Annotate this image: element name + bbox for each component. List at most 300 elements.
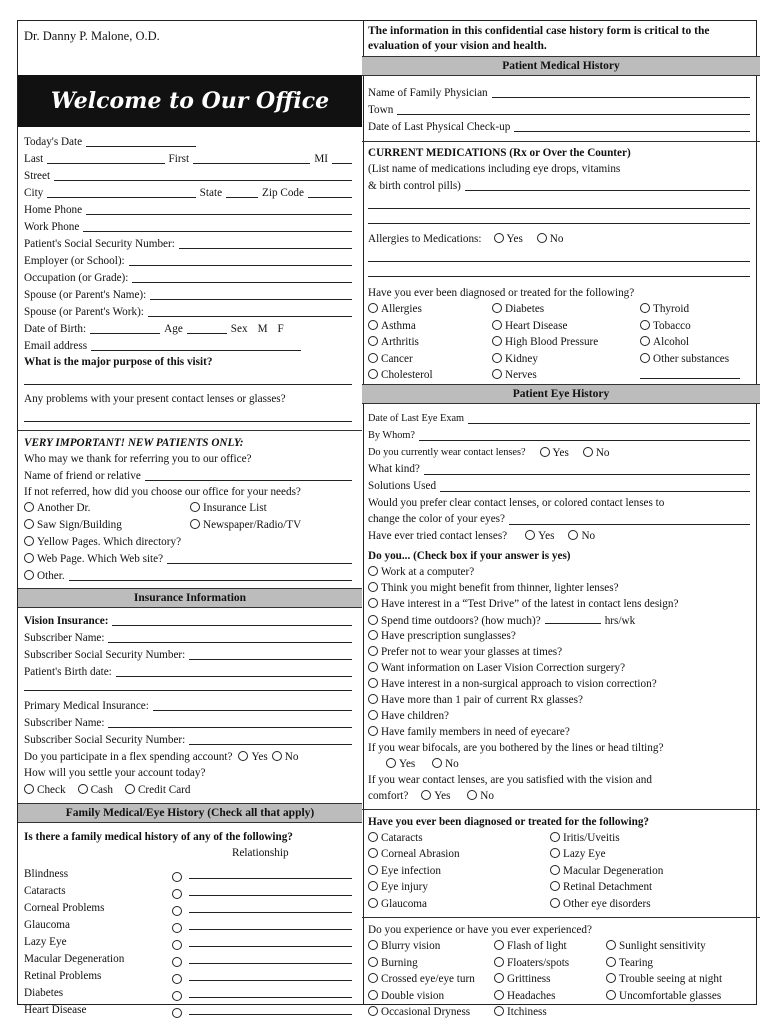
family-row — [24, 865, 356, 882]
satisfied-yes[interactable]: Yes — [421, 790, 450, 802]
condition-row — [368, 301, 754, 318]
subscriber-ssn2-label: Subscriber Social Security Number: — [24, 733, 186, 746]
subscriber-name2-field[interactable] — [108, 727, 352, 728]
family-check-lazy-eye[interactable] — [172, 940, 182, 950]
ssn-field[interactable] — [179, 248, 352, 249]
relationship-field[interactable] — [189, 929, 352, 930]
allergies-field-2[interactable] — [368, 262, 750, 277]
wear-contacts-question: Do you currently wear contact lenses? — [368, 446, 526, 458]
radio-circle-icon — [368, 630, 378, 640]
solutions-label: Solutions Used — [368, 480, 437, 492]
diagnosed-question: Have you ever been diagnosed or treated for the following? — [368, 287, 635, 299]
radio-circle-icon — [368, 662, 378, 672]
symptom-row — [368, 988, 754, 1005]
eye-question-5[interactable] — [368, 628, 754, 644]
eye-condition-lazy-eye[interactable] — [550, 846, 750, 863]
vision-insurance-field[interactable] — [112, 625, 352, 626]
opt-newspaper[interactable]: Newspaper/Radio/TV — [190, 517, 356, 534]
family-check-macular-degeneration[interactable] — [172, 957, 182, 967]
column-divider — [363, 21, 364, 1004]
opt-another-dr[interactable]: Another Dr. — [24, 500, 190, 517]
symptom-headaches[interactable] — [494, 988, 606, 1005]
family-history-list — [24, 865, 356, 1018]
radio-circle-icon — [432, 758, 442, 768]
pay-check[interactable]: Check — [24, 782, 66, 799]
radio-circle-icon — [492, 336, 502, 346]
symptom-row — [368, 971, 754, 988]
family-check-glaucoma[interactable] — [172, 923, 182, 933]
zip-field[interactable] — [308, 197, 352, 198]
town-field[interactable] — [397, 114, 750, 115]
condition-heart-disease[interactable] — [492, 318, 640, 335]
eye-diagnosed-question: Have you ever been diagnosed or treated for the following? — [368, 815, 650, 828]
radio-circle-icon — [494, 233, 504, 243]
flex-question: Do you participate in a flex spending account? — [24, 750, 233, 763]
option-label: Lazy Eye — [563, 848, 606, 860]
symptom-occasional-dryness[interactable] — [368, 1004, 494, 1021]
radio-circle-icon — [494, 1006, 504, 1016]
radio-circle-icon — [368, 848, 378, 858]
right-column — [368, 21, 754, 1021]
eye-condition-cataracts[interactable] — [368, 830, 550, 847]
bifocals-question: If you wear bifocals, are you bothered by the lines or head tilting? — [368, 741, 664, 754]
subscriber-ssn-field[interactable] — [189, 659, 352, 660]
patient-birth-label: Patient's Birth date: — [24, 665, 112, 678]
family-condition-label: Heart Disease — [24, 1003, 87, 1016]
radio-circle-icon — [368, 940, 378, 950]
radio-circle-icon — [238, 751, 248, 761]
allergies-label: Allergies to Medications: — [368, 232, 482, 245]
option-label: Glaucoma — [381, 897, 427, 910]
option-label: Flash of light — [507, 940, 567, 952]
radio-circle-icon — [640, 320, 650, 330]
subscriber-name-label: Subscriber Name: — [24, 631, 105, 644]
radio-circle-icon — [368, 832, 378, 842]
radio-circle-icon — [368, 710, 378, 720]
option-label: Cholesterol — [381, 369, 433, 381]
radio-circle-icon — [550, 865, 560, 875]
eye-condition-eye-infection[interactable] — [368, 863, 550, 880]
home-phone-field[interactable] — [86, 214, 352, 215]
family-row — [24, 1001, 356, 1018]
radio-circle-icon — [368, 957, 378, 967]
opt-other[interactable]: Other. — [24, 568, 65, 585]
question-label: Have interest in a “Test Drive” of the latest in contact lens design? — [381, 597, 679, 610]
relationship-label: Relationship — [232, 847, 289, 859]
condition-allergies[interactable] — [368, 301, 492, 318]
family-condition-label: Diabetes — [24, 986, 64, 999]
condition-asthma[interactable] — [368, 318, 492, 335]
option-label: Allergies — [381, 303, 422, 315]
checkup-field[interactable] — [514, 131, 750, 132]
contacts-satisfied-question: If you wear contact lenses, are you satisfied with the vision and — [368, 773, 652, 786]
family-row — [24, 984, 356, 1001]
condition-nerves[interactable] — [492, 367, 640, 384]
radio-circle-icon — [492, 369, 502, 379]
option-label: Diabetes — [505, 303, 545, 315]
option-label: Retinal Detachment — [563, 881, 653, 893]
occupation-label: Occupation (or Grade): — [24, 271, 129, 284]
pay-credit[interactable]: Credit Card — [125, 782, 191, 799]
radio-circle-icon — [525, 530, 535, 540]
relationship-field[interactable] — [189, 963, 352, 964]
condition-cholesterol[interactable] — [368, 367, 492, 384]
problems-question: Any problems with your present contact lenses or glasses? — [24, 393, 286, 405]
referral-how: If not referred, how did you choose our office for your needs? — [24, 486, 301, 498]
opt-insurance-list[interactable]: Insurance List — [190, 500, 356, 517]
radio-circle-icon — [368, 865, 378, 875]
intro-text: The information in this confidential case history form is critical to the evaluation of your vision and health. — [368, 25, 710, 52]
family-row — [24, 882, 356, 899]
radio-circle-icon — [606, 973, 616, 983]
opt-web-page[interactable]: Web Page. Which Web site? — [24, 551, 163, 568]
symptom-crossed-eye-eye-turn[interactable] — [368, 971, 494, 988]
purpose-question: What is the major purpose of this visit? — [24, 356, 213, 368]
option-label: Arthritis — [381, 336, 419, 348]
radio-circle-icon — [386, 758, 396, 768]
relationship-field[interactable] — [189, 895, 352, 896]
question-label: Have prescription sunglasses? — [381, 629, 516, 642]
radio-circle-icon — [606, 990, 616, 1000]
subscriber-name-field[interactable] — [108, 642, 352, 643]
pay-cash[interactable]: Cash — [78, 782, 113, 799]
what-kind-field[interactable] — [424, 474, 750, 475]
state-field[interactable] — [226, 197, 258, 198]
left-column — [24, 21, 356, 1018]
allergies-yes[interactable]: Yes — [494, 231, 523, 248]
first-name-label: First — [168, 152, 190, 165]
allergies-no[interactable]: No — [537, 231, 564, 248]
question-label: Want information on Laser Vision Correction surgery? — [381, 661, 626, 674]
medical-history-header: Patient Medical History — [362, 56, 760, 76]
eye-question-3[interactable] — [368, 596, 754, 612]
bifocals-yes[interactable]: Yes — [386, 758, 415, 770]
primary-insurance-label: Primary Medical Insurance: — [24, 699, 149, 712]
option-label: Trouble seeing at night — [619, 973, 723, 985]
family-history-header: Family Medical/Eye History (Check all that apply) — [18, 803, 362, 823]
spouse-work-field[interactable] — [148, 316, 352, 317]
condition-kidney[interactable] — [492, 351, 640, 368]
solutions-field[interactable] — [440, 491, 750, 492]
purpose-field[interactable] — [24, 370, 352, 385]
eye-question-9[interactable] — [368, 692, 754, 708]
question-label: Spend time outdoors? (how much)? — [381, 614, 541, 627]
radio-circle-icon — [492, 320, 502, 330]
radio-circle-icon — [537, 233, 547, 243]
symptom-uncomfortable-glasses[interactable] — [606, 988, 752, 1005]
wear-contacts-yes[interactable]: Yes — [540, 445, 569, 461]
radio-circle-icon — [368, 1006, 378, 1016]
satisfied-no[interactable]: No — [467, 790, 494, 802]
radio-circle-icon — [550, 848, 560, 858]
spouse-name-field[interactable] — [150, 299, 352, 300]
dob-label: Date of Birth: — [24, 322, 87, 335]
symptom-itchiness[interactable] — [494, 1004, 606, 1021]
option-label: Other substances — [653, 352, 730, 365]
city-label: City — [24, 186, 44, 199]
email-field[interactable] — [91, 350, 301, 351]
eye-question-7[interactable] — [368, 660, 754, 676]
relationship-field[interactable] — [189, 878, 352, 879]
eye-condition-glaucoma[interactable] — [368, 896, 550, 913]
zip-label: Zip Code — [262, 186, 304, 199]
physician-label: Name of Family Physician — [368, 86, 488, 99]
relationship-field[interactable] — [189, 997, 352, 998]
radio-circle-icon — [24, 784, 34, 794]
patient-birth-field[interactable] — [116, 676, 352, 677]
eye-question-1[interactable] — [368, 564, 754, 580]
employer-field[interactable] — [129, 265, 352, 266]
medications-field[interactable] — [465, 190, 750, 191]
city-field[interactable] — [47, 197, 195, 198]
eye-history-header: Patient Eye History — [362, 384, 760, 404]
eye-condition-retinal-detachment[interactable] — [550, 879, 750, 896]
radio-circle-icon — [78, 784, 88, 794]
bifocals-no[interactable]: No — [432, 758, 459, 770]
home-phone-label: Home Phone — [24, 203, 83, 216]
symptom-sunlight-sensitivity[interactable] — [606, 938, 752, 955]
medications-field-3[interactable] — [368, 209, 750, 224]
family-row — [24, 967, 356, 984]
symptom-trouble-seeing-at-night[interactable] — [606, 971, 752, 988]
contacts-satisfied-question-2: comfort? — [368, 789, 409, 802]
relationship-field[interactable] — [189, 980, 352, 981]
option-label: Itchiness — [507, 1006, 547, 1018]
last-exam-field[interactable] — [468, 423, 750, 424]
radio-circle-icon — [24, 536, 34, 546]
opt-sign-building[interactable]: Saw Sign/Building — [24, 517, 190, 534]
relationship-field[interactable] — [189, 946, 352, 947]
tried-no[interactable]: No — [568, 528, 595, 545]
family-row — [24, 899, 356, 916]
family-row — [24, 916, 356, 933]
option-label: Occasional Dryness — [381, 1006, 471, 1018]
todays-date-field[interactable] — [86, 146, 196, 147]
symptom-tearing[interactable] — [606, 955, 752, 972]
mi-field[interactable] — [332, 163, 352, 164]
flex-no[interactable]: No — [272, 749, 299, 766]
eye-condition-other-eye-disorders[interactable] — [550, 896, 750, 913]
option-label: High Blood Pressure — [505, 336, 599, 348]
insurance-header: Insurance Information — [18, 588, 362, 608]
eye-condition-row — [368, 863, 754, 880]
work-phone-field[interactable] — [83, 231, 352, 232]
radio-circle-icon — [368, 353, 378, 363]
condition-alcohol[interactable] — [640, 334, 750, 351]
question-label: Think you might benefit from thinner, lighter lenses? — [381, 581, 619, 594]
radio-circle-icon — [368, 694, 378, 704]
eye-condition-macular-degeneration[interactable] — [550, 863, 750, 880]
friend-label: Name of friend or relative — [24, 469, 141, 482]
street-field[interactable] — [54, 180, 352, 181]
family-check-retinal-problems[interactable] — [172, 974, 182, 984]
option-label: Other eye disorders — [563, 897, 651, 910]
state-label: State — [199, 186, 223, 199]
other-substance-field[interactable] — [640, 367, 740, 379]
radio-circle-icon — [368, 726, 378, 736]
radio-circle-icon — [368, 582, 378, 592]
radio-circle-icon — [494, 940, 504, 950]
radio-circle-icon — [583, 447, 593, 457]
physician-field[interactable] — [492, 97, 750, 98]
dob-field[interactable] — [90, 333, 160, 334]
occupation-field[interactable] — [132, 282, 352, 283]
spouse-work-label: Spouse (or Parent's Work): — [24, 305, 144, 318]
sex-f-option[interactable]: F — [277, 322, 284, 335]
eye-question-11[interactable] — [368, 724, 754, 740]
question-label: Have more than 1 pair of current Rx glasses? — [381, 693, 583, 706]
option-label: Burning — [381, 956, 418, 969]
family-row — [24, 933, 356, 950]
relationship-field[interactable] — [189, 1014, 352, 1015]
eye-question-6[interactable] — [368, 644, 754, 660]
radio-circle-icon — [368, 646, 378, 656]
condition-high-blood-pressure[interactable] — [492, 334, 640, 351]
other-field[interactable] — [69, 580, 352, 581]
tried-contacts-question: Have ever tried contact lenses? — [368, 530, 508, 542]
primary-insurance-field[interactable] — [153, 710, 352, 711]
radio-circle-icon — [24, 519, 34, 529]
condition-tobacco[interactable] — [640, 318, 750, 335]
family-condition-label: Cataracts — [24, 884, 66, 897]
eye-condition-corneal-abrasion[interactable] — [368, 846, 550, 863]
subscriber-ssn2-field[interactable] — [189, 744, 352, 745]
symptom-flash-of-light[interactable] — [494, 938, 606, 955]
radio-circle-icon — [550, 898, 560, 908]
condition-other-substances[interactable] — [640, 351, 750, 368]
tried-yes[interactable]: Yes — [525, 528, 554, 545]
question-label: Have interest in a non-surgical approach to vision correction? — [381, 677, 657, 690]
radio-circle-icon — [368, 615, 378, 625]
option-label: Cataracts — [381, 831, 423, 844]
option-label: Iritis/Uveitis — [563, 831, 620, 844]
by-whom-label: By Whom? — [368, 429, 415, 441]
option-label: Uncomfortable glasses — [619, 989, 722, 1002]
family-condition-label: Retinal Problems — [24, 969, 102, 982]
blank-line — [24, 680, 352, 691]
eye-condition-eye-injury[interactable] — [368, 879, 550, 896]
family-question: Is there a family medical history of any of the following? — [24, 831, 293, 843]
web-site-field[interactable] — [167, 563, 352, 564]
option-label: Macular Degeneration — [563, 864, 664, 877]
last-name-field[interactable] — [47, 163, 164, 164]
radio-circle-icon — [606, 957, 616, 967]
medical-conditions-grid — [368, 301, 754, 384]
radio-circle-icon — [368, 320, 378, 330]
option-label: Eye infection — [381, 864, 441, 877]
eye-question-4[interactable] — [368, 612, 754, 628]
medications-desc: (List name of medications including eye drops, vitamins — [368, 163, 621, 175]
email-label: Email address — [24, 339, 88, 352]
settle-question: How will you settle your account today? — [24, 767, 206, 779]
option-label: Alcohol — [653, 336, 690, 348]
condition-cancer[interactable] — [368, 351, 492, 368]
radio-circle-icon — [492, 353, 502, 363]
symptom-floaters-spots[interactable] — [494, 955, 606, 972]
family-check-cataracts[interactable] — [172, 889, 182, 899]
option-label: Cancer — [381, 352, 413, 365]
subscriber-name2-label: Subscriber Name: — [24, 716, 105, 729]
allergies-field[interactable] — [368, 247, 750, 262]
prefer-field[interactable] — [509, 524, 750, 525]
radio-circle-icon — [368, 566, 378, 576]
welcome-banner: Welcome to Our Office — [18, 75, 362, 127]
ssn-label: Patient's Social Security Number: — [24, 237, 175, 250]
condition-thyroid[interactable] — [640, 301, 750, 318]
eye-condition-row — [368, 896, 754, 913]
sex-label: Sex — [230, 322, 248, 335]
symptom-burning[interactable] — [368, 955, 494, 972]
radio-circle-icon — [368, 598, 378, 608]
radio-circle-icon — [24, 553, 34, 563]
outdoor-hours-field[interactable] — [545, 612, 601, 624]
eye-question-2[interactable] — [368, 580, 754, 596]
symptom-grittiness[interactable] — [494, 971, 606, 988]
prefer-question: Would you prefer clear contact lenses, or colored contact lenses to — [368, 496, 665, 509]
eye-condition-iritis-uveitis[interactable] — [550, 830, 750, 847]
relationship-field[interactable] — [189, 912, 352, 913]
do-you-heading: Do you... (Check box if your answer is yes) — [368, 549, 571, 562]
radio-circle-icon — [368, 369, 378, 379]
sex-m-option[interactable]: M — [257, 322, 268, 335]
family-condition-label: Lazy Eye — [24, 935, 67, 948]
question-label: Work at a computer? — [381, 565, 475, 578]
first-name-field[interactable] — [193, 163, 310, 164]
condition-arthritis[interactable] — [368, 334, 492, 351]
radio-circle-icon — [494, 957, 504, 967]
by-whom-field[interactable] — [419, 440, 750, 441]
family-condition-label: Corneal Problems — [24, 901, 105, 914]
wear-contacts-no[interactable]: No — [583, 445, 610, 461]
symptom-row — [368, 938, 754, 955]
radio-circle-icon — [24, 570, 34, 580]
radio-circle-icon — [492, 303, 502, 313]
last-exam-label: Date of Last Eye Exam — [368, 412, 465, 424]
employer-label: Employer (or School): — [24, 254, 125, 267]
vision-insurance-label: Vision Insurance: — [24, 614, 109, 627]
mi-label: MI — [314, 152, 329, 165]
eye-condition-row — [368, 830, 754, 847]
option-label: Asthma — [381, 319, 416, 332]
friend-field[interactable] — [145, 480, 352, 481]
symptom-row — [368, 955, 754, 972]
radio-circle-icon — [640, 336, 650, 346]
family-check-heart-disease[interactable] — [172, 1008, 182, 1018]
radio-circle-icon — [640, 353, 650, 363]
opt-yellow-pages[interactable]: Yellow Pages. Which directory? — [24, 533, 356, 550]
radio-circle-icon — [550, 881, 560, 891]
symptom-double-vision[interactable] — [368, 988, 494, 1005]
radio-circle-icon — [368, 898, 378, 908]
symptom-blurry-vision[interactable] — [368, 938, 494, 955]
medications-field-2[interactable] — [368, 194, 750, 209]
option-label: Grittiness — [507, 973, 551, 985]
age-field[interactable] — [187, 333, 227, 334]
eye-condition-row — [368, 846, 754, 863]
problems-field[interactable] — [24, 407, 352, 422]
family-check-blindness[interactable] — [172, 872, 182, 882]
condition-diabetes[interactable] — [492, 301, 640, 318]
doctor-name: Dr. Danny P. Malone, O.D. — [24, 29, 160, 43]
eye-question-10[interactable] — [368, 708, 754, 724]
eye-question-8[interactable] — [368, 676, 754, 692]
eye-questions-list — [368, 564, 754, 740]
radio-circle-icon — [467, 790, 477, 800]
flex-yes[interactable]: Yes — [238, 749, 267, 766]
family-condition-label: Blindness — [24, 867, 69, 880]
family-check-diabetes[interactable] — [172, 991, 182, 1001]
family-check-corneal-problems[interactable] — [172, 906, 182, 916]
